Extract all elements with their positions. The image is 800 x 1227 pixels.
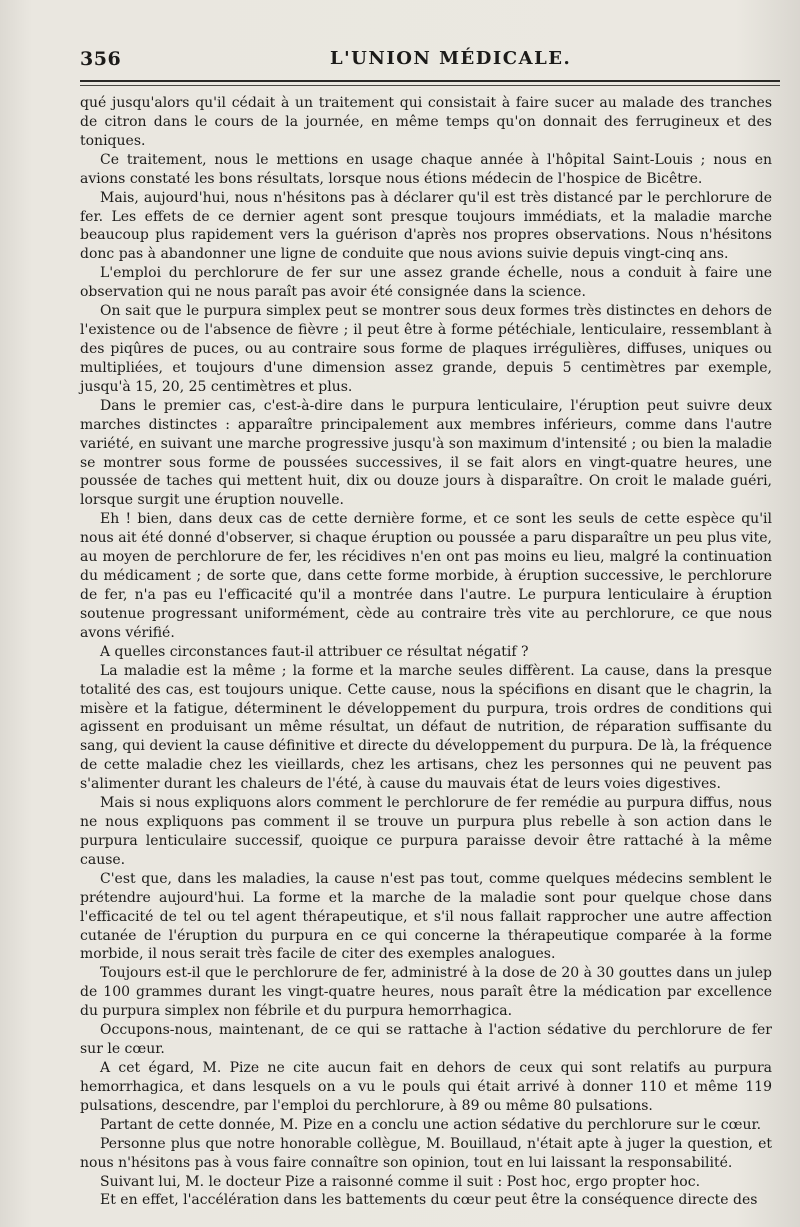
paragraph-11: C'est que, dans les maladies, la cause n'est pas tout, comme quelques médecins semblent le prétendre aujourd'hui. La forme et la marche de la maladie sont pour quelque chose dans l'efficacité de tel ou tel agent thérapeutique, et s'il nous fallait rapprocher une autre affection cutanée de l'éruption du purpura en ce qui concerne la thérapeutique comparée à la forme morbide, il nous serait très facile de citer des exemples analogues.	[80, 870, 772, 963]
paragraph-12: Toujours est-il que le perchlorure de fer, administré à la dose de 20 à 30 gouttes dans un julep de 100 grammes durant les vingt-quatre heures, nous paraît être la médication par excellence du purpura simplex non fébrile et du purpura hemorrhagica.	[80, 965, 772, 1020]
paragraph-4: L'emploi du perchlorure de fer sur une assez grande échelle, nous a conduit à faire une observation qui ne nous paraît pas avoir été consignée dans la science.	[80, 265, 772, 301]
page-number: 356	[80, 48, 122, 70]
paragraph-14: A cet égard, M. Pize ne cite aucun fait en dehors de ceux qui sont relatifs au purpura hemorrhagica, et dans lesquels on a vu le pouls qui était arrivé à donner 110 et même 119 pulsations, descendre, par l'emploi du perchlorure, à 89 ou même 80 pulsations.	[80, 1060, 772, 1114]
page-header	[80, 46, 780, 76]
paragraph-13: Occupons-nous, maintenant, de ce qui se rattache à l'action sédative du perchlorure de fer sur le cœur.	[80, 1022, 772, 1058]
paragraph-2: Ce traitement, nous le mettions en usage chaque année à l'hôpital Saint-Louis ; nous en avions constaté les bons résultats, lorsque nous étions médecin de l'hospice de Bicêtre.	[80, 151, 772, 187]
article-body	[80, 94, 772, 1210]
paragraph-7: Eh ! bien, dans deux cas de cette dernière forme, et ce sont les seuls de cette espèce qu'il nous ait été donné d'observer, si chaque éruption ou poussée a paru disparaître un peu plus vite, au moyen de perchlorure de fer, les récidives n'en ont pas moins eu lieu, malgré la continuation du médicament ; de sorte que, dans cette forme morbide, à éruption successive, le perchlorure de fer, n'a pas eu l'efficacité qu'il a montrée dans l'autre. Le purpura lenticulaire à éruption soutenue progressant uniformément, cède au contraire très vite au perchlorure, ce que nous avons vérifié.	[80, 511, 772, 641]
paragraph-1: qué jusqu'alors qu'il cédait à un traitement qui consistait à faire sucer au malade des tranches de citron dans le cours de la journée, en même temps qu'on donnait des ferrugineux et des toniques.	[80, 95, 772, 149]
header-rule-thin	[80, 85, 780, 86]
paragraph-8: A quelles circonstances faut-il attribuer ce résultat négatif ?	[100, 643, 529, 660]
header-rule	[80, 80, 780, 82]
paragraph-3: Mais, aujourd'hui, nous n'hésitons pas à déclarer qu'il est très distancé par le perchlorure de fer. Les effets de ce dernier agent sont presque toujours immédiats, et la maladie marche beaucoup plus rapidement vers la guérison d'après nos propres observations. Nous n'hésitons donc pas à abandonner une ligne de conduite que nous avions suivie depuis vingt-cinq ans.	[80, 189, 772, 263]
paragraph-9: La maladie est la même ; la forme et la marche seules diffèrent. La cause, dans la presque totalité des cas, est toujours unique. Cette cause, nous la spécifions en disant que le chagrin, la misère et la fatigue, déterminent le développement du purpura, trois ordres de conditions qui agissent en produisant un même résultat, un défaut de nutrition, de réparation suffisante du sang, qui devient la cause définitive et directe du développement du purpura. De là, la fréquence de cette maladie chez les vieillards, chez les artisans, chez les personnes qui ne peuvent pas s'alimenter durant les chaleurs de l'été, à cause du mauvais état de leurs voies digestives.	[80, 662, 772, 793]
paragraph-16: Personne plus que notre honorable collègue, M. Bouillaud, n'était apte à juger la question, et nous n'hésitons pas à vous faire connaître son opinion, tout en lui laissant la responsabilité.	[80, 1135, 772, 1171]
paragraph-15: Partant de cette donnée, M. Pize en a conclu une action sédative du perchlorure sur le cœur.	[100, 1116, 762, 1133]
running-title: L'UNION MÉDICALE.	[330, 48, 572, 69]
paragraph-17: Suivant lui, M. le docteur Pize a raisonné comme il suit : Post hoc, ergo propter hoc.	[100, 1173, 701, 1190]
paragraph-5: On sait que le purpura simplex peut se montrer sous deux formes très distinctes en dehors de l'existence ou de l'absence de fièvre ; il peut être à forme pétéchiale, lenticulaire, ressemblant à des piqûres de puces, ou au contraire sous forme de plaques irrégulières, diffuses, uniques ou multipliées, et toujours d'une dimension assez grande, depuis 5 centimètres par exemple, jusqu'à 15, 20, 25 centimètres et plus.	[80, 303, 772, 395]
paragraph-10: Mais si nous expliquons alors comment le perchlorure de fer remédie au purpura diffus, nous ne nous expliquons pas comment il se trouve un purpura plus rebelle à son action dans le purpura lenticulaire successif, quoique ce purpura paraisse devoir être rattaché à la même cause.	[80, 795, 772, 868]
paragraph-18: Et en effet, l'accélération dans les battements du cœur peut être la conséquence directe des	[100, 1192, 758, 1209]
paragraph-6: Dans le premier cas, c'est-à-dire dans le purpura lenticulaire, l'éruption peut suivre deux marches distinctes : apparaître principalement aux membres inférieurs, comme dans l'autre variété, en suivant une marche progressive jusqu'à son maximum d'intensité ; ou bien la maladie se montrer sous forme de poussées successives, il se fait alors en vingt-quatre heures, une poussée de taches qui mettent huit, dix ou douze jours à disparaître. On croit le malade guéri, lorsque surgit une éruption nouvelle.	[80, 397, 772, 509]
